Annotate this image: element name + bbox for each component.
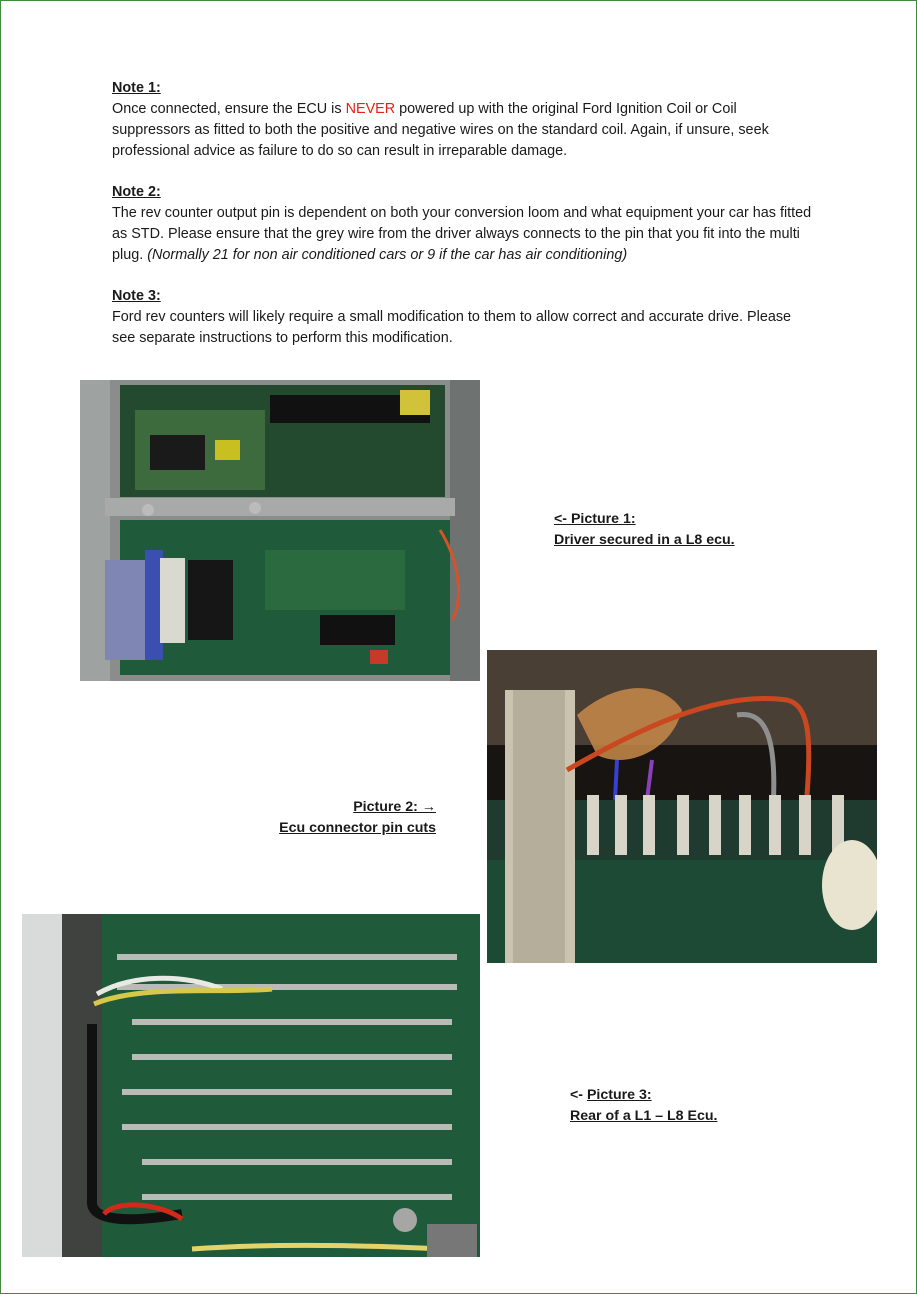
note-1-text-after: powered up with the original Ford Ignition Coil or Coil suppressors as fitted to both the positive and negative wires on the standard coil. Again, if unsure, seek professional advice as failure to do so can result in irreparable damage. (112, 101, 769, 159)
picture-1-photo (80, 380, 480, 681)
picture-3-caption (570, 1085, 717, 1127)
note-2-text: The rev counter output pin is dependent on both your conversion loom and what equipment your car has fitted as STD. Please ensure that the grey wire from the driver always connects to the pin that you fit into the multi plug. (112, 205, 812, 263)
picture-2-caption-line2: Ecu connector pin cuts (279, 820, 436, 836)
picture-3-caption-line2: Rear of a L1 – L8 Ecu. (570, 1108, 718, 1124)
picture-2-illustration (487, 650, 877, 963)
note-3 (112, 286, 812, 349)
picture-3-illustration (22, 914, 480, 1257)
picture-1-illustration (80, 380, 480, 681)
picture-1-caption-line2: Driver secured in a L8 ecu. (554, 532, 735, 548)
notes-section (112, 78, 812, 369)
note-2-title: Note 2: (112, 184, 161, 200)
picture-2-photo (487, 650, 877, 963)
note-3-title: Note 3: (112, 288, 161, 304)
picture-3-photo (22, 914, 480, 1257)
note-1-warning-word: NEVER (345, 101, 396, 117)
note-1-text-before: Once connected, ensure the ECU is (112, 101, 346, 117)
note-2-italic: (Normally 21 for non air conditioned cars or 9 if the car has air conditioning) (147, 247, 628, 263)
picture-2-caption-line1: Picture 2: → (353, 799, 436, 815)
picture-3-caption-line1-wrap (570, 1085, 717, 1106)
note-1-title: Note 1: (112, 80, 161, 96)
picture-3-caption-prefix: <- (570, 1087, 587, 1103)
picture-2-caption (278, 797, 436, 839)
note-2 (112, 182, 812, 266)
picture-3-caption-line1: Picture 3: (586, 1087, 652, 1103)
picture-1-caption (554, 509, 735, 551)
note-3-text: Ford rev counters will likely require a small modification to them to allow correct and accurate drive. Please see separate instructions to perform this modification. (112, 309, 792, 346)
picture-1-caption-line1: <- Picture 1: (554, 511, 636, 527)
note-1 (112, 78, 812, 162)
